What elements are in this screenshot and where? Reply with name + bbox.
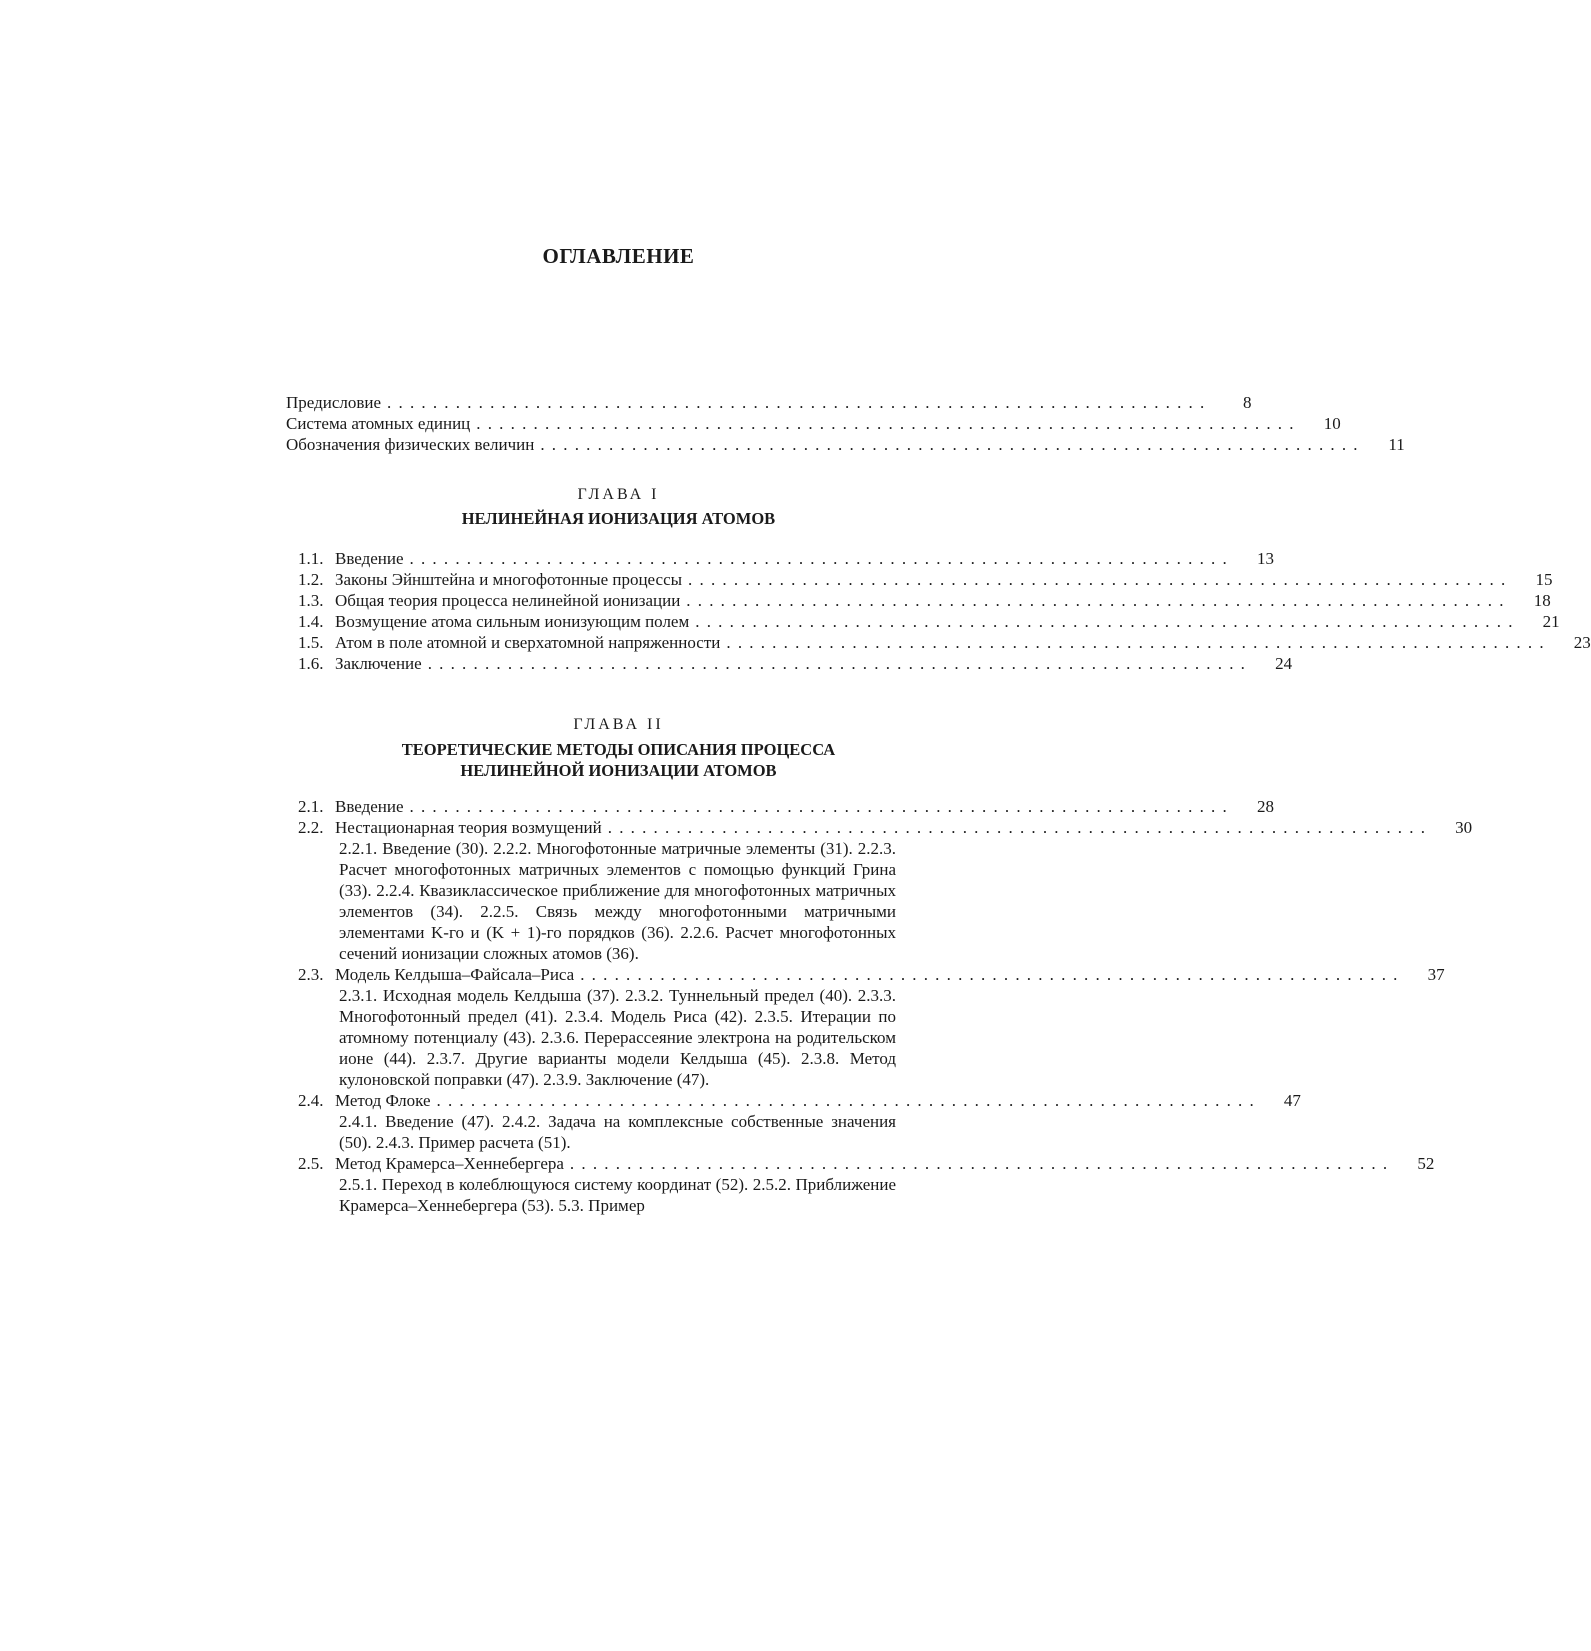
toc-entry[interactable]: [298, 653, 1293, 674]
entry-label: Введение: [335, 549, 404, 568]
subsection-list: 2.3.1. Исходная модель Келдыша (37). 2.3.2. Туннельный предел (40). 2.3.3. Многофотонный предел (41). 2.3.4. Модель Риса (42). 2.3.5. Итерации по атомному потенциалу (43). 2.3.6. Перерассеяние электрона на родительском ионе (44). 2.3.7. Другие варианты модели Келдыша (45). 2.3.8. Метод кулоновской поправки (47). 2.3.9. Заключение (47).: [339, 986, 896, 1089]
leader-dots: ........................................................................: [476, 414, 1301, 433]
entry-page: 23: [1573, 633, 1591, 652]
chapter-2-title-line-1: ТЕОРЕТИЧЕСКИЕ МЕТОДЫ ОПИСАНИЯ ПРОЦЕССА: [401, 740, 836, 759]
leader-dots: ........................................................................: [688, 570, 1513, 589]
toc-entry[interactable]: [286, 392, 1252, 413]
subsection-list: 2.5.1. Переход в колеблющуюся систему координат (52). 2.5.2. Приближение Крамерса–Хеннебергера (53). 5.3. Пример: [339, 1175, 896, 1215]
entry-label: Система атомных единиц: [286, 414, 471, 433]
toc-entry[interactable]: [298, 548, 1274, 569]
entry-number: 1.6.: [298, 654, 324, 673]
entry-page: 18: [1533, 591, 1551, 610]
entry-label: Возмущение атома сильным ионизующим полем: [335, 612, 690, 631]
toc-entry[interactable]: [298, 611, 1560, 632]
chapter-1-label: ГЛАВА I: [577, 486, 660, 503]
entry-number: 1.5.: [298, 633, 324, 652]
leader-dots: ........................................................................: [409, 797, 1234, 816]
toc-entry[interactable]: [298, 632, 1591, 653]
entry-number: 1.4.: [298, 612, 324, 631]
leader-dots: ........................................................................: [427, 654, 1253, 673]
entry-number: 2.1.: [298, 797, 324, 816]
entry-number: 1.3.: [298, 591, 324, 610]
chapter-1-entries: [298, 548, 1591, 674]
toc-entry[interactable]: [286, 434, 1405, 455]
entry-label: Атом в поле атомной и сверхатомной напряженности: [335, 633, 721, 652]
entry-page: 11: [1388, 435, 1405, 454]
toc-entry[interactable]: [298, 796, 1274, 817]
entry-page: 8: [1242, 393, 1252, 412]
toc-entry[interactable]: [298, 1153, 1435, 1174]
chapter-2-label: ГЛАВА II: [573, 716, 664, 733]
entry-label: Нестационарная теория возмущений: [335, 818, 602, 837]
leader-dots: ........................................................................: [695, 612, 1520, 631]
chapter-2-title-line-2: НЕЛИНЕЙНОЙ ИОНИЗАЦИИ АТОМОВ: [460, 761, 777, 780]
subsection-list: 2.4.1. Введение (47). 2.4.2. Задача на комплексные собственные значения (50). 2.4.3. Пример расчета (51).: [339, 1112, 896, 1152]
entry-number: 2.3.: [298, 965, 324, 984]
entry-page: 21: [1542, 612, 1560, 631]
entry-page: 15: [1535, 570, 1553, 589]
entry-label: Метод Флоке: [335, 1091, 431, 1110]
entry-page: 24: [1275, 654, 1293, 673]
leader-dots: ........................................................................: [409, 549, 1234, 568]
entry-label: Метод Крамерса–Хеннебергера: [335, 1154, 564, 1173]
entry-label: Законы Эйнштейна и многофотонные процессы: [335, 570, 683, 589]
toc-entry[interactable]: [298, 590, 1551, 611]
entry-label: Предисловие: [286, 393, 382, 412]
entry-page: 37: [1427, 965, 1445, 984]
leader-dots: ........................................................................: [580, 965, 1405, 984]
leader-dots: ........................................................................: [569, 1154, 1395, 1173]
toc-entry[interactable]: [286, 413, 1341, 434]
chapter-2-entries: [298, 796, 1473, 1216]
entry-page: 30: [1455, 818, 1473, 837]
chapter-1-title: НЕЛИНЕЙНАЯ ИОНИЗАЦИЯ АТОМОВ: [461, 509, 776, 528]
entry-label: Заключение: [335, 654, 422, 673]
front-matter-list: [286, 392, 1405, 455]
entry-page: 52: [1417, 1154, 1435, 1173]
toc-entry[interactable]: [298, 569, 1553, 590]
entry-page: 10: [1323, 414, 1341, 433]
entry-number: 2.5.: [298, 1154, 324, 1173]
leader-dots: ........................................................................: [607, 818, 1433, 837]
entry-number: 1.1.: [298, 549, 324, 568]
entry-label: Обозначения физических величин: [286, 435, 535, 454]
entry-label: Общая теория процесса нелинейной ионизации: [335, 591, 681, 610]
toc-entry[interactable]: [298, 964, 1445, 985]
leader-dots: ........................................................................: [387, 393, 1212, 412]
entry-label: Модель Келдыша–Файсала–Риса: [335, 965, 575, 984]
entry-page: 28: [1256, 797, 1274, 816]
entry-label: Введение: [335, 797, 404, 816]
entry-page: 47: [1283, 1091, 1301, 1110]
entry-number: 1.2.: [298, 570, 324, 589]
leader-dots: ........................................................................: [726, 633, 1551, 652]
toc-entry[interactable]: [298, 1090, 1301, 1111]
leader-dots: ........................................................................: [540, 435, 1365, 454]
entry-number: 2.2.: [298, 818, 324, 837]
page-title: ОГЛАВЛЕНИЕ: [542, 244, 695, 268]
toc-entry[interactable]: [298, 817, 1473, 838]
leader-dots: ........................................................................: [436, 1091, 1261, 1110]
entry-number: 2.4.: [298, 1091, 324, 1110]
leader-dots: ........................................................................: [686, 591, 1511, 610]
entry-page: 13: [1256, 549, 1274, 568]
subsection-list: 2.2.1. Введение (30). 2.2.2. Многофотонные матричные элементы (31). 2.2.3. Расчет многофотонных матричных элементов с помощью функций Грина (33). 2.2.4. Квазиклассическое приближение для многофотонных матричных элементов (34). 2.2.5. Связь между многофотонными матричными элементами K-го и (K + 1)-го порядков (36). 2.2.6. Расчет многофотонных сечений ионизации сложных атомов (36).: [339, 839, 896, 963]
